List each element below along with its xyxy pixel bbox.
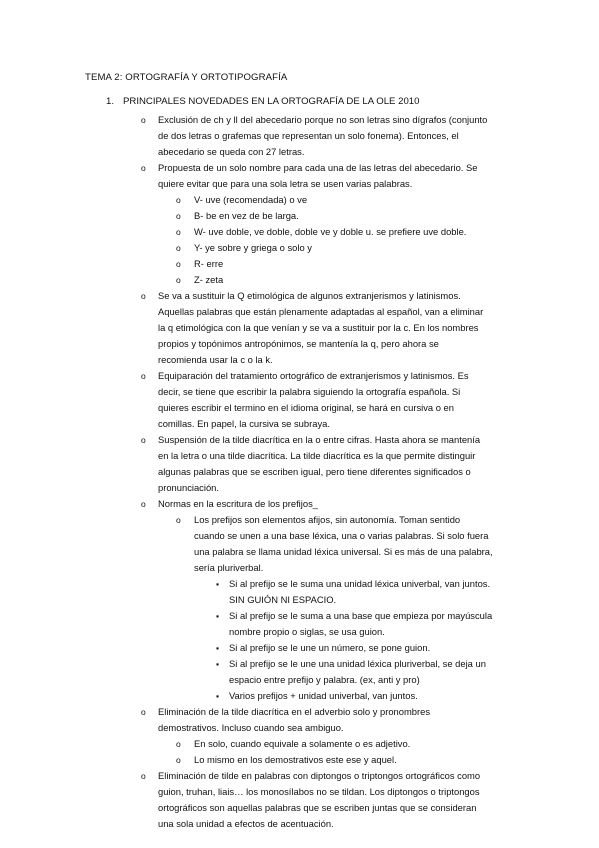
list-item-line: Normas en la escritura de los prefijos_ [158, 498, 318, 509]
list-item-line: quiere evitar que para una sola letra se usen varias palabras. [158, 178, 413, 189]
bullet-marker: o [176, 755, 181, 765]
list-item-line: recomienda usar la c o la k. [158, 354, 273, 365]
list-item-line: V- uve (recomendada) o ve [194, 194, 308, 205]
list-item-line: de dos letras o grafemas que representan un solo fonema). Entonces, el [158, 130, 459, 141]
list-item-line: Lo mismo en los demostrativos este ese y aquel. [194, 754, 397, 765]
bullet-marker: o [141, 771, 146, 781]
list-item-line: Si al prefijo se le une un número, se pone guion. [229, 642, 431, 653]
list-item-line: ortográficos son aquellas palabras que se escriben juntas que se consideran [158, 802, 477, 813]
bullet-marker: o [176, 739, 181, 749]
bullet-marker: o [176, 211, 181, 221]
list-item-line: SIN GUIÓN NI ESPACIO. [229, 594, 337, 605]
list-item-line: una sola unidad a efectos de acentuación. [158, 818, 334, 829]
list-item-line: propios y topónimos antropónimos, se mantenía la q, pero ahora se [158, 338, 439, 349]
list-item-line: Si al prefijo se le une una unidad léxica pluriverbal, se deja un [229, 658, 486, 669]
bullet-marker: o [141, 371, 146, 381]
list-item-line: una palabra se llama unidad léxica universal. Si es más de una palabra, [194, 546, 493, 557]
list-item-line: Se va a sustituir la Q etimológica de algunos extranjerismos y latinismos. [158, 290, 461, 301]
bullet-marker: ▪ [216, 611, 220, 621]
bullet-marker: ▪ [216, 643, 220, 653]
bullet-marker: o [141, 707, 146, 717]
list-item-line: espacio entre prefijo y palabra. (ex, anti y pro) [229, 674, 420, 685]
bullet-marker: o [176, 227, 181, 237]
document-title: TEMA 2: ORTOGRAFÍA Y ORTOTIPOGRAFÍA [85, 72, 288, 83]
list-item-line: Eliminación de tilde en palabras con diptongos o triptongos ortográficos como [158, 770, 481, 781]
list-item-line: la q etimológica con la que venían y se va a sustituir por la c. En los nombres [158, 322, 479, 333]
bullet-marker: o [176, 515, 181, 525]
list-item-line: Si al prefijo se le suma a una base que empieza por mayúscula [229, 610, 493, 621]
list-item-line: abecedario se queda con 27 letras. [158, 146, 305, 157]
bullet-marker: ▪ [216, 691, 220, 701]
bullet-marker: o [176, 195, 181, 205]
bullet-marker: o [141, 291, 146, 301]
list-item-line: cuando se unen a una base léxica, una o varias palabras. Si solo fuera [194, 530, 489, 541]
list-item-line: pronunciación. [158, 482, 219, 493]
section-heading-text: PRINCIPALES NOVEDADES EN LA ORTOGRAFÍA DE LA OLE 2010 [123, 96, 420, 107]
bullet-marker: o [141, 115, 146, 125]
bullet-marker: ▪ [216, 579, 220, 589]
list-item-line: Los prefijos son elementos afijos, sin autonomía. Toman sentido [194, 514, 461, 525]
list-item-line: algunas palabras que se escriben igual, pero tiene diferentes significados o [158, 466, 471, 477]
list-item-line: comillas. En papel, la cursiva se subraya. [158, 418, 330, 429]
section-number: 1. [106, 96, 115, 107]
list-item-line: decir, se tiene que escribir la palabra siguiendo la ortografía española. Si [158, 386, 461, 397]
bullet-marker: o [176, 259, 181, 269]
list-item-line: guion, truhan, liais… los monosílabos no se tildan. Los diptongos o triptongos [158, 786, 480, 797]
list-item-line: Varios prefijos + unidad univerbal, van juntos. [229, 690, 418, 701]
list-item-line: Equiparación del tratamiento ortográfico de extranjerismos y latinismos. Es [158, 370, 469, 381]
list-item-line: Suspensión de la tilde diacrítica en la o entre cifras. Hasta ahora se mantenía [158, 434, 481, 445]
list-item-line: nombre propio o siglas, se usa guion. [229, 626, 385, 637]
list-item-line: B- be en vez de be larga. [194, 210, 299, 221]
list-item-line: W- uve doble, ve doble, doble ve y doble u. se prefiere uve doble. [194, 226, 467, 237]
list-item-line: En solo, cuando equivale a solamente o es adjetivo. [194, 738, 411, 749]
list-item-line: Aquellas palabras que están plenamente adaptadas al español, van a eliminar [158, 306, 484, 317]
bullet-marker: o [176, 243, 181, 253]
list-item-line: Y- ye sobre y griega o solo y [194, 242, 312, 253]
list-item-line: en la letra o una tilde diacrítica. La tilde diacrítica es la que permite distinguir [158, 450, 476, 461]
list-item-line: quieres escribir el termino en el idioma original, se hará en cursiva o en [158, 402, 454, 413]
bullet-marker: ▪ [216, 659, 220, 669]
list-item-line: demostrativos. Incluso cuando sea ambiguo. [158, 722, 344, 733]
bullet-marker: o [141, 435, 146, 445]
list-item-line: Exclusión de ch y ll del abecedario porque no son letras sino dígrafos (conjunto [158, 114, 488, 125]
bullet-marker: o [176, 275, 181, 285]
list-item-line: Z- zeta [194, 274, 224, 285]
bullet-marker: o [141, 499, 146, 509]
list-item-line: R- erre [194, 258, 224, 269]
list-item-line: Si al prefijo se le suma una unidad léxica univerbal, van juntos. [229, 578, 491, 589]
list-item-line: sería pluriverbal. [194, 562, 264, 573]
list-item-line: Eliminación de la tilde diacrítica en el adverbio solo y pronombres [158, 706, 431, 717]
bullet-marker: o [141, 163, 146, 173]
list-item-line: Propuesta de un solo nombre para cada una de las letras del abecedario. Se [158, 162, 478, 173]
